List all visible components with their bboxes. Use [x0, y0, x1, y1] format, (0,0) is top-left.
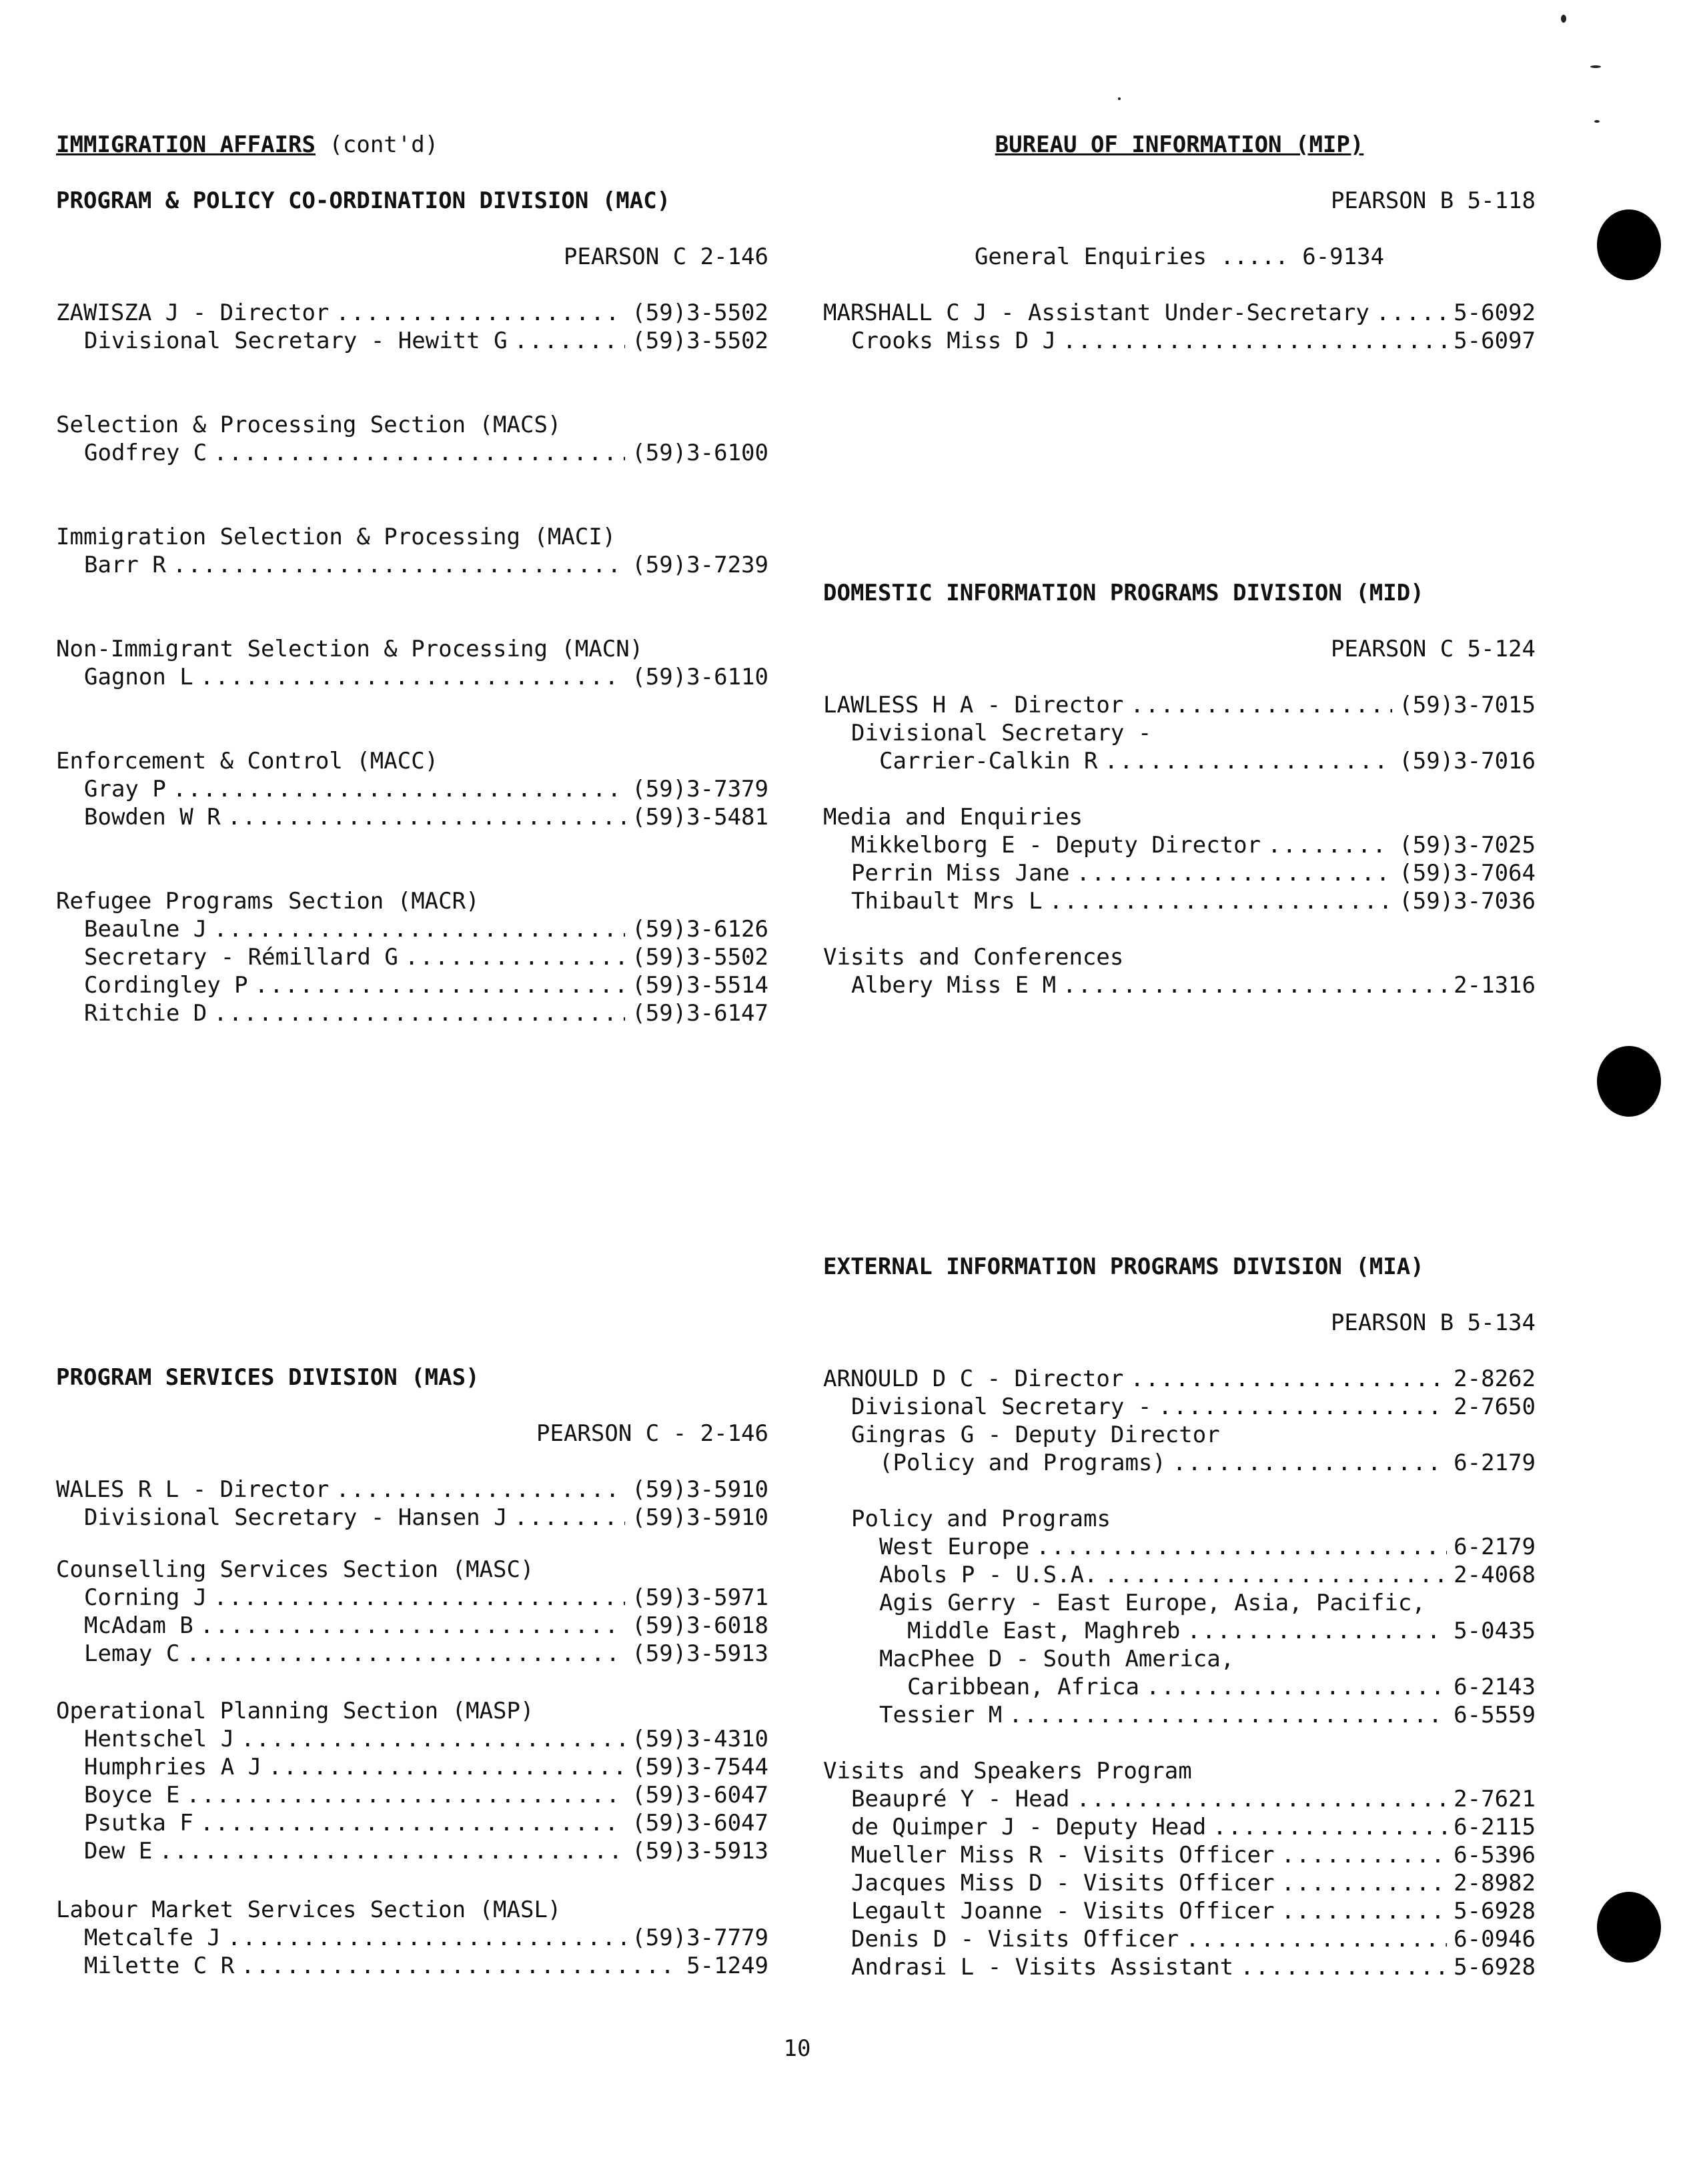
entry-name: Ritchie D: [84, 1000, 207, 1027]
entry-phone: 5-6097: [1454, 328, 1536, 354]
entry-phone: 2-7621: [1454, 1786, 1536, 1812]
dot-leader: [213, 999, 625, 1027]
directory-entry: [823, 887, 1536, 915]
macr-section: [56, 887, 768, 1027]
directory-entry: [56, 1640, 768, 1668]
entry-name: WALES R L - Director: [56, 1476, 330, 1503]
entry-phone: (59)3-7036: [1399, 888, 1536, 915]
directory-entry: [823, 1701, 1536, 1729]
dot-leader: [1213, 1813, 1447, 1841]
directory-entry: [823, 327, 1536, 355]
entry-name: Dew E: [84, 1838, 153, 1864]
location-line: PEARSON C 2-146: [563, 243, 768, 270]
directory-entry: [56, 1725, 768, 1753]
dot-leader: [186, 1640, 625, 1668]
page-number: 10: [783, 2035, 811, 2062]
dot-leader: [1063, 971, 1447, 999]
entry-phone: (59)3-5910: [632, 1476, 768, 1503]
dot-leader: [173, 775, 625, 803]
macs-section: [56, 411, 768, 467]
entry-phone: (59)3-7779: [632, 1925, 768, 1951]
entry-phone: 5-6928: [1454, 1954, 1536, 1981]
dot-leader: [1376, 299, 1447, 327]
dot-leader: [1009, 1701, 1447, 1729]
directory-entry: [823, 1953, 1536, 1981]
dot-leader: [186, 1781, 625, 1809]
bureau-title: BUREAU OF INFORMATION (MIP): [995, 131, 1364, 158]
macc-section: [56, 747, 768, 831]
masp-section: [56, 1697, 768, 1865]
entry-phone: 5-6092: [1454, 300, 1536, 326]
section-title: Enforcement & Control (MACC): [56, 748, 439, 774]
entry-name: MARSHALL C J - Assistant Under-Secretary: [823, 300, 1369, 326]
section-title: Policy and Programs: [851, 1506, 1111, 1532]
entry-name: de Quimper J - Deputy Head: [851, 1814, 1207, 1840]
dot-leader: [159, 1837, 625, 1865]
dot-leader: [1185, 1925, 1447, 1953]
entry-phone: 6-2143: [1454, 1674, 1536, 1700]
division-title: DOMESTIC INFORMATION PROGRAMS DIVISION (MID): [823, 580, 1424, 606]
division-title: PROGRAM & POLICY CO-ORDINATION DIVISION (MAC): [56, 187, 671, 214]
continued-label: (cont'd): [315, 131, 439, 158]
binder-hole: [1597, 1892, 1661, 1963]
scan-speck: [1561, 15, 1566, 23]
entry-name: Tessier M: [879, 1702, 1003, 1728]
entry-name: Legault Joanne - Visits Officer: [851, 1898, 1275, 1925]
entry-phone: (59)3-7544: [632, 1754, 768, 1780]
dot-leader: [336, 299, 625, 327]
entry-phone: 6-2179: [1454, 1450, 1536, 1476]
location-line: PEARSON C 5-124: [1330, 636, 1536, 662]
directory-entry: [56, 1476, 768, 1504]
entry-name: Corning J: [84, 1584, 207, 1611]
division-title: EXTERNAL INFORMATION PROGRAMS DIVISION (MIA): [823, 1253, 1424, 1280]
masc-section: [56, 1556, 768, 1668]
entry-phone: 2-8262: [1454, 1366, 1536, 1392]
directory-entry: [56, 1781, 768, 1809]
directory-entry: [823, 859, 1536, 887]
directory-entry: [56, 1952, 768, 1980]
entry-phone: (59)3-5913: [632, 1640, 768, 1667]
maci-section: [56, 523, 768, 579]
entry-phone: (59)3-7379: [632, 776, 768, 802]
directory-entry: [823, 1925, 1536, 1953]
dot-leader: [1105, 1561, 1448, 1589]
section-title: Visits and Conferences: [823, 944, 1124, 971]
dot-leader: [1187, 1617, 1447, 1645]
entry-name: Secretary - Rémillard G: [84, 944, 398, 971]
section-title: Refugee Programs Section (MACR): [56, 888, 480, 915]
dot-leader: [514, 327, 626, 355]
entry-phone: 5-1249: [686, 1953, 768, 1979]
entry-name: Albery Miss E M: [851, 972, 1057, 999]
dot-leader: [255, 971, 626, 999]
entry-phone: (59)3-7064: [1399, 860, 1536, 887]
entry-name: West Europe: [879, 1534, 1030, 1560]
entry-name: McAdam B: [84, 1612, 193, 1639]
entry-name: Denis D - Visits Officer: [851, 1926, 1179, 1953]
location-line: PEARSON B 5-134: [1330, 1309, 1536, 1336]
secretary-label: Divisional Secretary -: [851, 720, 1152, 746]
entry-name: Beaulne J: [84, 916, 207, 943]
entry-name: Milette C R: [84, 1953, 235, 1979]
mas-division: [56, 1363, 768, 1532]
dot-leader: [1146, 1673, 1447, 1701]
entry-phone: (59)3-5913: [632, 1838, 768, 1864]
entry-phone: (59)3-7016: [1399, 748, 1536, 774]
directory-entry: [56, 439, 768, 467]
directory-entry: [823, 1813, 1536, 1841]
dot-leader: [1063, 327, 1447, 355]
entry-name: Divisional Secretary -: [851, 1394, 1152, 1420]
dot-leader: [1105, 747, 1393, 775]
directory-entry: [823, 747, 1536, 775]
dot-leader: [1281, 1841, 1448, 1869]
directory-entry: [56, 299, 768, 327]
entry-name: Divisional Secretary - Hewitt G: [84, 328, 508, 354]
dot-leader: [336, 1476, 625, 1504]
entry-phone: (59)3-5910: [632, 1504, 768, 1531]
immigration-affairs-title: IMMIGRATION AFFAIRS: [56, 131, 316, 158]
entry-phone: (59)3-5514: [632, 972, 768, 999]
mac-division: [56, 187, 768, 355]
dot-leader: [1077, 859, 1393, 887]
entry-phone: (59)3-6047: [632, 1810, 768, 1836]
scan-speck: [1590, 65, 1601, 68]
entry-phone: (59)3-5481: [632, 804, 768, 831]
entry-name: Boyce E: [84, 1782, 180, 1808]
entry-name: LAWLESS H A - Director: [823, 692, 1124, 718]
entry-name: Godfrey C: [84, 440, 207, 466]
dot-leader: [405, 943, 625, 971]
directory-entry: [823, 1897, 1536, 1925]
entry-name: Gagnon L: [84, 664, 193, 690]
entry-phone: 6-2179: [1454, 1534, 1536, 1560]
entry-phone: (59)3-6018: [632, 1612, 768, 1639]
dot-leader: [268, 1753, 625, 1781]
directory-entry: [56, 1837, 768, 1865]
entry-name: Beaupré Y - Head: [851, 1786, 1070, 1812]
binder-hole: [1597, 209, 1661, 280]
entry-name: Jacques Miss D - Visits Officer: [851, 1870, 1275, 1896]
directory-entry: [823, 971, 1536, 999]
entry-phone: (59)3-6147: [632, 1000, 768, 1027]
entry-name: Gray P: [84, 776, 166, 802]
directory-entry: [56, 943, 768, 971]
entry-name: Abols P - U.S.A.: [879, 1562, 1098, 1588]
entry-phone: (59)3-7025: [1399, 832, 1536, 859]
directory-entry: [56, 803, 768, 831]
entry-name: Middle East, Maghreb: [907, 1618, 1181, 1644]
directory-entry: [56, 1612, 768, 1640]
directory-entry: [823, 1561, 1536, 1589]
dot-leader: [1267, 831, 1392, 859]
dot-leader: [213, 915, 625, 943]
entry-name: Caribbean, Africa: [907, 1674, 1139, 1700]
entry-name: Carrier-Calkin R: [879, 748, 1098, 774]
dot-leader: [241, 1725, 625, 1753]
mia-division: [823, 1253, 1536, 1981]
masl-section: [56, 1896, 768, 1980]
directory-entry: [823, 691, 1536, 719]
entry-phone: (59)3-6126: [632, 916, 768, 943]
entry-name: ARNOULD D C - Director: [823, 1366, 1124, 1392]
dot-leader: [213, 439, 625, 467]
entry-name: Psutka F: [84, 1810, 193, 1836]
entry-phone: (59)3-5502: [632, 944, 768, 971]
dot-leader: [1158, 1393, 1447, 1421]
entry-phone: 5-6928: [1454, 1898, 1536, 1925]
section-title: Visits and Speakers Program: [823, 1758, 1192, 1784]
entry-phone: (59)3-6047: [632, 1782, 768, 1808]
entry-name: Lemay C: [84, 1640, 180, 1667]
directory-entry: [823, 1841, 1536, 1869]
entry-phone: 2-4068: [1454, 1562, 1536, 1588]
entry-phone: (59)3-7239: [632, 552, 768, 578]
entry-name: Mueller Miss R - Visits Officer: [851, 1842, 1275, 1868]
directory-entry: [823, 831, 1536, 859]
entry-name: Barr R: [84, 552, 166, 578]
binder-hole: [1597, 1046, 1661, 1117]
entry-name: Cordingley P: [84, 972, 248, 999]
entry-name: (Policy and Programs): [879, 1450, 1166, 1476]
entry-phone: 2-8982: [1454, 1870, 1536, 1896]
section-title: Operational Planning Section (MASP): [56, 1698, 534, 1724]
entry-phone: (59)3-4310: [632, 1726, 768, 1752]
dot-leader: [200, 663, 626, 691]
dot-leader: [1281, 1869, 1448, 1897]
mip-bureau: [823, 131, 1536, 355]
directory-entry: [56, 915, 768, 943]
entry-phone: (59)3-7015: [1399, 692, 1536, 718]
directory-entry: [56, 971, 768, 999]
entry-name: Metcalfe J: [84, 1925, 221, 1951]
entry-phone: 6-5559: [1454, 1702, 1536, 1728]
dot-leader: [173, 551, 625, 579]
immigration-affairs-heading-block: [56, 131, 768, 159]
directory-entry: [56, 1809, 768, 1837]
directory-entry: [56, 999, 768, 1027]
entry-name: Bowden W R: [84, 804, 221, 831]
directory-entry: [56, 1584, 768, 1612]
dot-leader: [227, 803, 626, 831]
directory-entry: [823, 1869, 1536, 1897]
directory-entry: [823, 1449, 1536, 1477]
scan-speck: [1594, 120, 1600, 123]
entry-name: Andrasi L - Visits Assistant: [851, 1954, 1234, 1981]
macphee-line: MacPhee D - South America,: [879, 1646, 1235, 1672]
directory-entry: [56, 775, 768, 803]
dot-leader: [1036, 1533, 1447, 1561]
entry-phone: 2-1316: [1454, 972, 1536, 999]
entry-name: Mikkelborg E - Deputy Director: [851, 832, 1261, 859]
directory-entry: [56, 327, 768, 355]
entry-phone: (59)3-6100: [632, 440, 768, 466]
section-title: Counselling Services Section (MASC): [56, 1556, 534, 1583]
directory-entry: [823, 299, 1536, 327]
entry-phone: 5-0435: [1454, 1618, 1536, 1644]
entry-phone: (59)3-5502: [632, 328, 768, 354]
entry-phone: 6-5396: [1454, 1842, 1536, 1868]
entry-name: Crooks Miss D J: [851, 328, 1057, 354]
dot-leader: [1281, 1897, 1448, 1925]
entry-name: ZAWISZA J - Director: [56, 300, 330, 326]
entry-name: Divisional Secretary - Hansen J: [84, 1504, 508, 1531]
dot-leader: [1049, 887, 1393, 915]
entry-phone: (59)3-5502: [632, 300, 768, 326]
directory-entry: [823, 1785, 1536, 1813]
dot-leader: [200, 1612, 626, 1640]
entry-phone: 2-7650: [1454, 1394, 1536, 1420]
entry-name: Perrin Miss Jane: [851, 860, 1070, 887]
directory-entry: [823, 1393, 1536, 1421]
section-title: Immigration Selection & Processing (MACI): [56, 524, 616, 550]
dot-leader: [227, 1924, 626, 1952]
directory-entry: [823, 1365, 1536, 1393]
macn-section: [56, 635, 768, 691]
section-title: Media and Enquiries: [823, 804, 1083, 831]
deputy-line: Gingras G - Deputy Director: [851, 1422, 1220, 1448]
directory-entry: [823, 1673, 1536, 1701]
scan-speck: [1118, 97, 1121, 100]
general-enquiries-line: General Enquiries ..... 6-9134: [974, 243, 1385, 270]
dot-leader: [200, 1809, 626, 1837]
directory-entry: [56, 1504, 768, 1532]
dot-leader: [1240, 1953, 1447, 1981]
location-line: PEARSON B 5-118: [1330, 187, 1536, 214]
section-title: Non-Immigrant Selection & Processing (MACN): [56, 636, 644, 662]
dot-leader: [213, 1584, 625, 1612]
agis-line: Agis Gerry - East Europe, Asia, Pacific,: [879, 1590, 1426, 1616]
dot-leader: [1077, 1785, 1448, 1813]
entry-name: Thibault Mrs L: [851, 888, 1043, 915]
entry-phone: 6-0946: [1454, 1926, 1536, 1953]
directory-entry: [56, 1924, 768, 1952]
directory-entry: [823, 1533, 1536, 1561]
dot-leader: [514, 1504, 626, 1532]
dot-leader: [1130, 1365, 1447, 1393]
entry-phone: (59)3-6110: [632, 664, 768, 690]
division-title: PROGRAM SERVICES DIVISION (MAS): [56, 1364, 480, 1391]
section-title: Selection & Processing Section (MACS): [56, 412, 562, 438]
directory-entry: [56, 551, 768, 579]
directory-entry: [823, 1617, 1536, 1645]
entry-phone: 6-2115: [1454, 1814, 1536, 1840]
directory-entry: [56, 663, 768, 691]
dot-leader: [1173, 1449, 1447, 1477]
directory-entry: [56, 1753, 768, 1781]
entry-phone: (59)3-5971: [632, 1584, 768, 1611]
section-title: Labour Market Services Section (MASL): [56, 1896, 562, 1923]
dot-leader: [1130, 691, 1392, 719]
entry-name: Humphries A J: [84, 1754, 262, 1780]
immigration-affairs-heading: [56, 131, 768, 159]
mid-division: [823, 579, 1536, 999]
entry-name: Hentschel J: [84, 1726, 235, 1752]
location-line: PEARSON C - 2-146: [536, 1420, 768, 1447]
dot-leader: [241, 1952, 680, 1980]
